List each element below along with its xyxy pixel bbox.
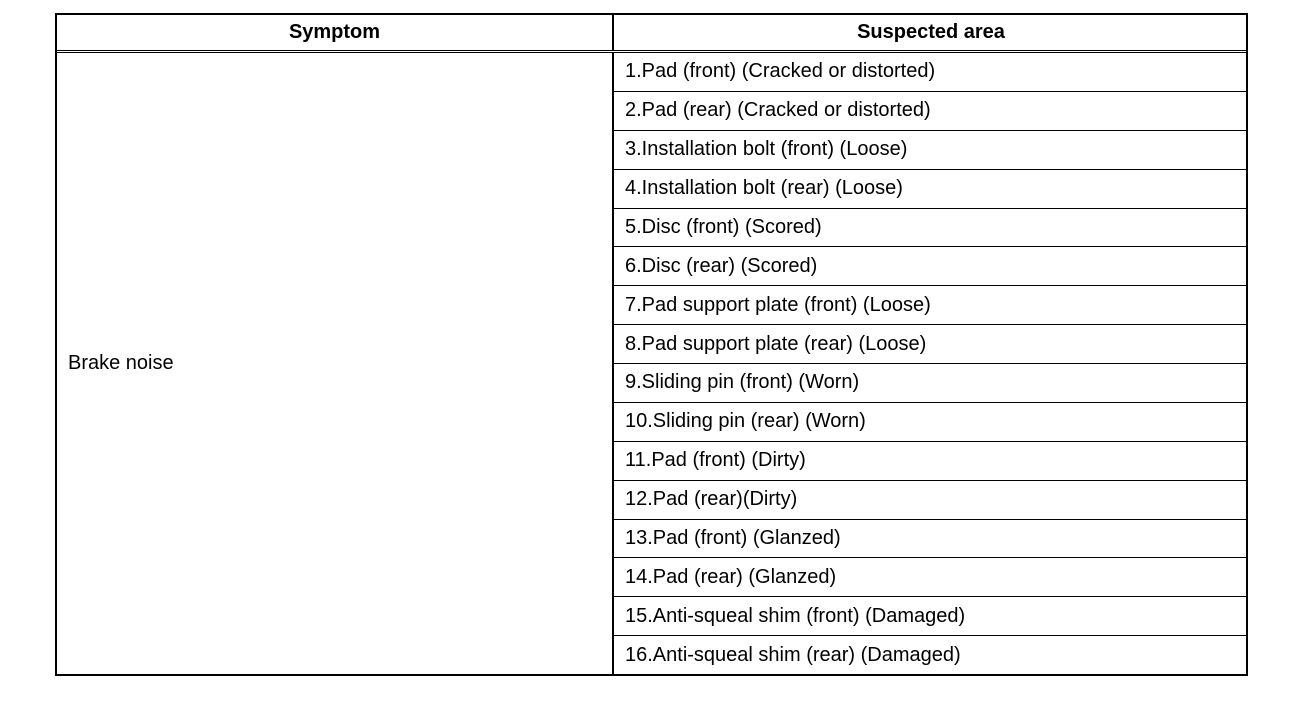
suspected-area-text: 1.Pad (front) (Cracked or distorted) [625,60,936,83]
table-row [614,131,1246,170]
table-row [614,92,1246,131]
table-row [614,520,1246,559]
table-row [614,558,1246,597]
suspected-area-text: 13.Pad (front) (Glanzed) [625,526,841,549]
suspected-area-text: 6.Disc (rear) (Scored) [625,254,818,277]
symptom-text: Brake noise [68,352,174,374]
suspected-area-text: 8.Pad support plate (rear) (Loose) [625,332,927,355]
header-symptom: Symptom [57,15,614,50]
suspected-area-text: 14.Pad (rear) (Glanzed) [625,565,837,588]
table-row [614,403,1246,442]
suspected-area-text: 11.Pad (front) (Dirty) [625,449,806,472]
table-row [614,481,1246,520]
suspected-area-list [614,53,1246,674]
table-row [614,636,1246,674]
suspected-area-text: 16.Anti-squeal shim (rear) (Damaged) [625,643,961,666]
table-row [614,209,1246,248]
suspected-area-text: 15.Anti-squeal shim (front) (Damaged) [625,604,966,627]
symptom-cell [57,53,614,674]
suspected-area-text: 12.Pad (rear)(Dirty) [625,488,798,511]
suspected-area-text: 7.Pad support plate (front) (Loose) [625,293,931,316]
table-row [614,442,1246,481]
table-row [614,53,1246,92]
table-header [57,15,1246,53]
table-row [614,247,1246,286]
table-row [614,325,1246,364]
table-row [614,597,1246,636]
suspected-area-text: 3.Installation bolt (front) (Loose) [625,138,908,161]
suspected-area-text: 10.Sliding pin (rear) (Worn) [625,410,866,433]
suspected-area-text: 9.Sliding pin (front) (Worn) [625,371,860,394]
troubleshooting-table [55,13,1248,676]
table-row [614,170,1246,209]
table-row [614,286,1246,325]
suspected-area-text: 4.Installation bolt (rear) (Loose) [625,177,903,200]
table-row [614,364,1246,403]
suspected-area-text: 5.Disc (front) (Scored) [625,215,822,238]
suspected-area-text: 2.Pad (rear) (Cracked or distorted) [625,99,931,122]
header-suspected-area: Suspected area [857,21,1005,43]
